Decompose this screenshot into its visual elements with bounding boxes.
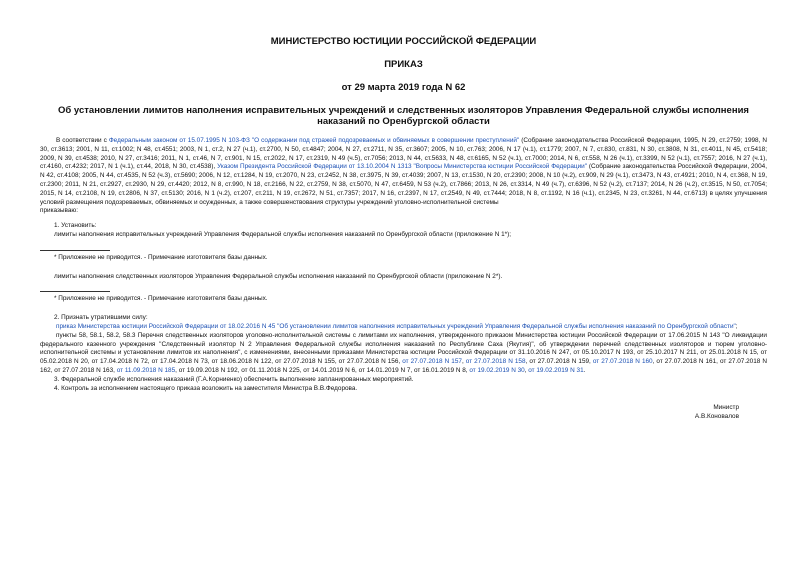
item-2b-paragraph [40, 332, 767, 376]
revoked-order-link[interactable]: приказ Министерства юстиции Российской Федерации от 18.02.2016 N 45 "Об установлении лимитов наполнения исправительных учреждений Управления Федеральной службы исполнения наказаний по Оренбургской области" [56, 322, 736, 330]
item-2b-text-1: пункты 58, 58.1, 58.2, 58.3 Перечня следственных изоляторов уголовно-исполнительной системы с лимитами их наполнения, утвержденного приказом Министерства юстиции Российской Федерации от 17.06.2015 N 143 "О ликвидации федерального казенного учреждения "Следственный изолятор N 2 Управления Федеральной службы исполнения наказаний по Республике Саха (Якутия)", об утверждении перечней следственных изоляторов и тюрем уголовно-исполнительной системы и установлении лимитов их наполнения", с изменениями, внесенными приказами Министерства юстиции Российской Федерации от 31.10.2016 N 247, от 05.10.2017 N 193, от 25.10.2017 N 211, от 25.01.2018 N 15, от 05.02.2018 N 20, от 17.04.2018 N 72, от 17.04.2018 N 73, от 18.06.2018 N 122, от 27.07.2018 N 155, от 27.07.2018 N 156, [40, 331, 767, 366]
document-date-number: от 29 марта 2019 года N 62 [341, 82, 466, 93]
item-2b-sep-3: , от 27.07.2018 N 161, от 27.07.2018 N 162, от 27.07.2018 N 163, [40, 358, 767, 374]
amendment-link-185[interactable]: от 11.09.2018 N 185 [116, 366, 176, 374]
item-2b-sep-1: , [461, 358, 466, 366]
item-2b-sep-5: , [524, 366, 529, 374]
preamble-paragraph [40, 137, 767, 207]
signer-name: А.В.Коновалов [694, 413, 739, 421]
item-3-text: 3. Федеральной службе исполнения наказаний (Г.А.Корниенко) обеспечить выполнение запланированных мероприятий. [54, 375, 414, 383]
amendment-link-30[interactable]: от 19.02.2019 N 30 [469, 366, 525, 374]
amendment-link-31[interactable]: от 19.02.2019 N 31 [528, 366, 584, 374]
item-2b-end: . [583, 366, 586, 374]
footnote-2: * Приложение не приводится. - Примечание изготовителя базы данных. [54, 295, 268, 303]
footnote-1: * Приложение не приводится. - Примечание изготовителя базы данных. [54, 253, 268, 261]
item-4-text: 4. Контроль за исполнением настоящего приказа возложить на заместителя Министра В.В.Федорова. [54, 384, 358, 392]
document-title: Об установлении лимитов наполнения исправительных учреждений и следственных изоляторов Управления Федеральной службы исполнения наказаний по Оренбургской области [58, 105, 749, 127]
footnote-divider [40, 250, 110, 251]
signer-position: Министр [713, 404, 739, 412]
item-2a-paragraph [40, 323, 767, 332]
preamble-text-2: (Собрание законодательства Российской Федерации, 1995, N 29, ст.2759; 1998, N 30, ст.3613; 2001, N 11, ст.1002; N 48, ст.4551; 2003, N 1, ст.2, N 27 (ч.1), ст.2700, N 50, ст.4847; 2004, N 27, ст.2711, N 35, ст.3607; 2005, N 10, ст.763; 2006, N 17 (ч.1), ст.1779; 2007, N 7, ст.830, ст.831, N 30, ст.3808, N 31, ст.4011, N 45, ст.5418; 2009, N 39, ст.4538; 2010, N 27, ст.3416; 2011, N 1, ст.46, N 7, ст.901, N 15, ст.2022, N 17, ст.2319, N 49 (ч.5), ст.7056; 2013, N 44, ст.5633, N 48, ст.6165, N 52 (ч.1), ст.7000; 2014, N 6, ст.558, N 26 (ч.1), ст.3399, N 52 (ч.1), ст.7557; 2016, N 27 (ч.1), ст.4160, ст.4232; 2017, N 1 (ч.1), ст.44, 2018, N 30, ст.4538), [40, 137, 768, 171]
item-2b-sep-4: , от 19.09.2018 N 192, от 01.11.2018 N 225, от 14.01.2019 N 6, от 14.01.2019 N 7, от 16.01.2019 N 8, [175, 366, 470, 374]
presidential-decree-link[interactable]: Указом Президента Российской Федерации от 13.10.2004 N 1313 "Вопросы Министерства юстиции Российской Федерации" [217, 163, 587, 171]
signature-block [40, 403, 767, 421]
ministry-heading: МИНИСТЕРСТВО ЮСТИЦИИ РОССИЙСКОЙ ФЕДЕРАЦИИ [270, 36, 537, 47]
preamble-text-3: (Собрание законодательства Российской Федерации, 2004, N 42, ст.4108; 2005, N 44, ст.4535, N 52 (ч.3), ст.5690; 2006, N 12, ст.1284, N 19, ст.2070, N 23, ст.2452, N 38, ст.3975, N 39, ст.4039; 2007, N 13, ст.1530, N 20, ст.2390; 2008, N 10 (ч.2), ст.909, N 29 (ч.1), ст.3473, N 43, ст.4921; 2010, N 4, ст.368, N 19, ст.2300; 2011, N 21, ст.2927, ст.2930, N 29, ст.4420; 2012, N 8, ст.990, N 18, ст.2166, N 22, ст.2759, N 38, ст.5070, N 47, ст.6459, N 53 (ч.2), ст.7866; 2013, N 26, ст.3314, N 49 (ч.7), ст.6396, N 52 (ч.2), ст.7137; 2014, N 26 (ч.2), ст.3515, N 50, ст.7054; 2015, N 14, ст.2108, N 19, ст.2806, N 37, ст.5130; 2016, N 1 (ч.2), ст.207, ст.211, N 19, ст.2672, N 51, ст.7357; 2017, N 16, ст.2397, N 17, ст.2549, N 49, ст.7444; 2018, N 8, ст.1192, N 16 (ч.1), ст.2345, N 23, ст.3261, N 44, ст.6713) в целях улучшения условий размещения подозреваемых, обвиняемых и осужденных, а также совершенствования структуры учреждений уголовно-исполнительной системы [40, 163, 767, 206]
item-1b-text: лимиты наполнения следственных изоляторов Управления Федеральной службы исполнения наказаний по Оренбургской области (приложение N 2*). [54, 272, 503, 280]
item-2b-sep-2: , от 27.07.2018 N 159, [525, 358, 593, 366]
amendment-link-157[interactable]: от 27.07.2018 N 157 [402, 358, 462, 366]
item-1-heading: 1. Установить: [54, 222, 97, 230]
amendment-link-160[interactable]: от 27.07.2018 N 160 [592, 358, 653, 366]
federal-law-link[interactable]: Федеральным законом от 15.07.1995 N 103-ФЗ "О содержании под стражей подозреваемых и обвиняемых в совершении преступлений" [108, 137, 520, 144]
item-2-heading: 2. Признать утратившими силу: [54, 314, 148, 322]
order-word: приказываю: [40, 207, 78, 215]
item-1a-text: лимиты наполнения исправительных учреждений Управления Федеральной службы исполнения наказаний по Оренбургской области (приложение N 1*); [54, 230, 512, 238]
document-body [40, 137, 767, 393]
document-type-heading: ПРИКАЗ [384, 59, 423, 70]
item-2a-end: ; [735, 322, 738, 330]
preamble-text-1: В соответствии с [56, 137, 109, 144]
amendment-link-158[interactable]: от 27.07.2018 N 158 [465, 358, 526, 366]
footnote-divider [40, 291, 110, 292]
